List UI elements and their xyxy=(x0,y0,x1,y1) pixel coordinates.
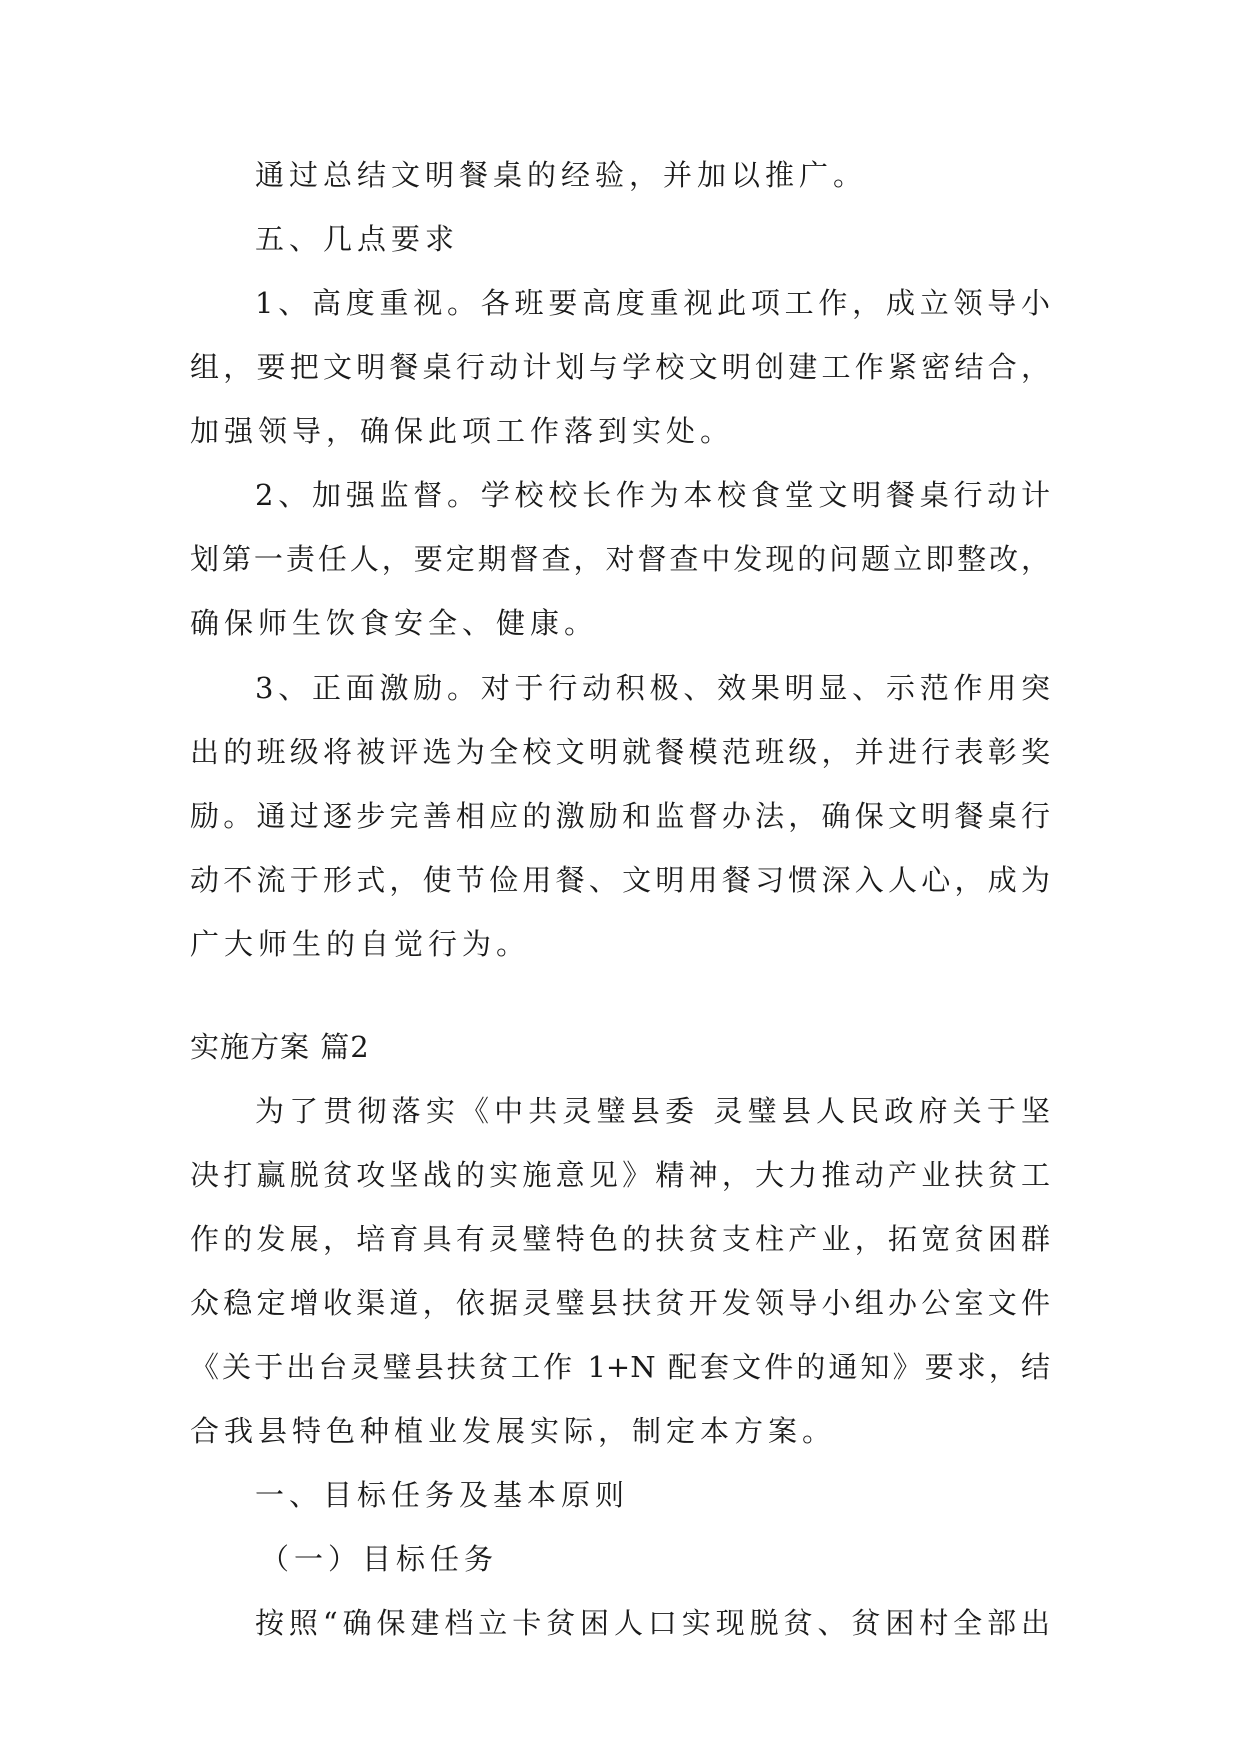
paragraph-line: 3、正面激励。对于行动积极、效果明显、示范作用突 xyxy=(255,671,1050,705)
section-heading: 五、几点要求 xyxy=(255,222,460,256)
paragraph-line: 通过总结文明餐桌的经验，并加以推广。 xyxy=(255,158,868,192)
paragraph-line: 2、加强监督。学校校长作为本校食堂文明餐桌行动计 xyxy=(255,478,1050,512)
section-heading: 一、目标任务及基本原则 xyxy=(255,1478,630,1512)
paragraph-line: 加强领导，确保此项工作落到实处。 xyxy=(190,414,735,448)
paragraph-line: 合我县特色种植业发展实际，制定本方案。 xyxy=(190,1414,837,1448)
paragraph-line: 确保师生饮食安全、健康。 xyxy=(190,606,599,640)
subsection-heading: （一）目标任务 xyxy=(260,1542,499,1576)
paragraph-line: 动不流于形式，使节俭用餐、文明用餐习惯深入人心，成为 xyxy=(190,863,1050,897)
paragraph-line: 出的班级将被评选为全校文明就餐模范班级，并进行表彰奖 xyxy=(190,735,1050,769)
paragraph-line: 众稳定增收渠道，依据灵璧县扶贫开发领导小组办公室文件 xyxy=(190,1286,1050,1320)
paragraph-line: 组，要把文明餐桌行动计划与学校文明创建工作紧密结合， xyxy=(190,350,1050,384)
paragraph-line: 1、高度重视。各班要高度重视此项工作，成立领导小 xyxy=(255,286,1050,320)
paragraph-line: 按照“确保建档立卡贫困人口实现脱贫、贫困村全部出 xyxy=(255,1606,1050,1640)
paragraph-line: 励。通过逐步完善相应的激励和监督办法，确保文明餐桌行 xyxy=(190,799,1050,833)
paragraph-line: 《关于出台灵璧县扶贫工作 1+N 配套文件的通知》要求，结 xyxy=(190,1350,1050,1384)
paragraph-line: 作的发展，培育具有灵璧特色的扶贫支柱产业，拓宽贫困群 xyxy=(190,1222,1050,1256)
paragraph-line: 为了贯彻落实《中共灵璧县委 灵璧县人民政府关于坚 xyxy=(255,1094,1050,1128)
section-title: 实施方案 篇2 xyxy=(190,1030,370,1064)
paragraph-line: 广大师生的自觉行为。 xyxy=(190,927,531,961)
paragraph-line: 决打赢脱贫攻坚战的实施意见》精神，大力推动产业扶贫工 xyxy=(190,1158,1050,1192)
paragraph-line: 划第一责任人，要定期督查，对督查中发现的问题立即整改， xyxy=(190,542,1050,576)
